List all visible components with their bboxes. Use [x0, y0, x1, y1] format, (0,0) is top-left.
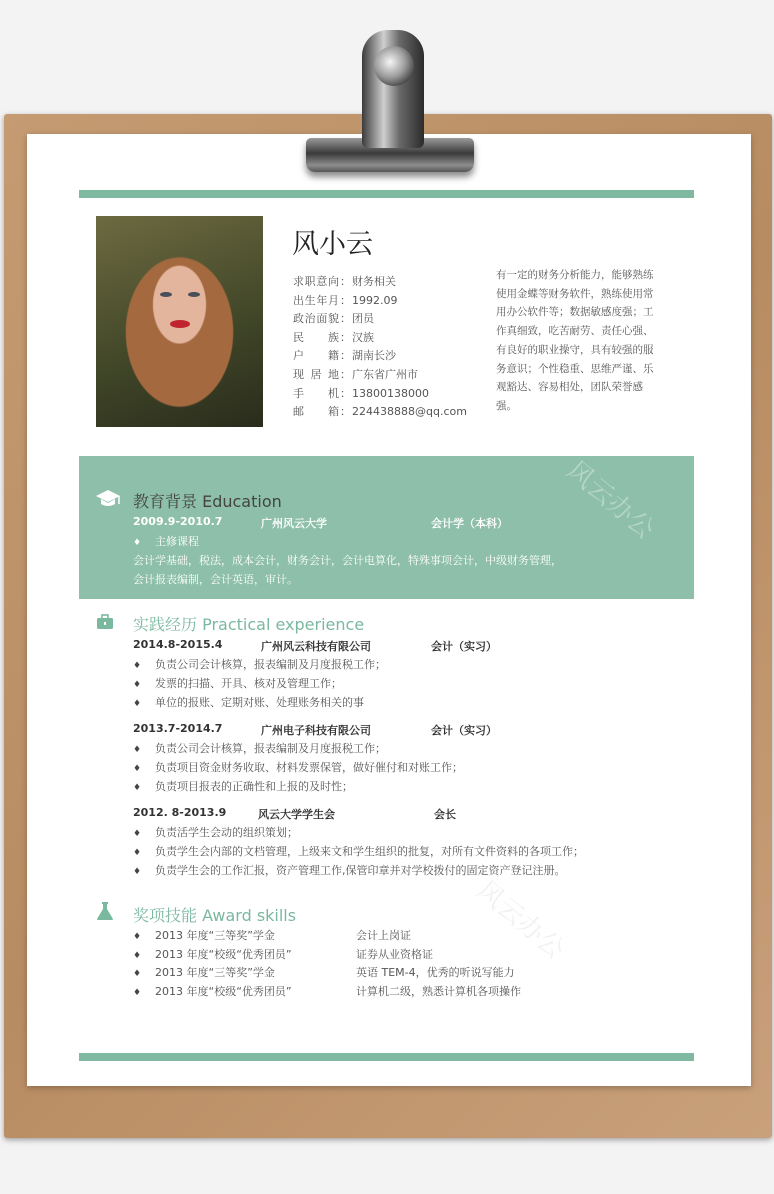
- education-head: [133, 515, 633, 533]
- award-row: ♦ 2013 年度“三等奖”学金 会计上岗证: [133, 929, 411, 942]
- job-duty: ♦ 发票的扫描、开具、核对及管理工作；: [133, 676, 342, 690]
- courses-line-1: 会计学基础，税法，成本会计，财务会计，会计电算化，特殊事项会计，中级财务管理，: [133, 553, 562, 567]
- footer-accent-bar: [79, 1053, 694, 1061]
- job-org: 风云大学学生会: [258, 808, 335, 821]
- binder-clip-hole: [374, 46, 414, 86]
- job-role: 会长: [434, 808, 456, 821]
- job-org: 广州风云科技有限公司: [261, 640, 371, 653]
- job-duty: ♦ 负责学生会的工作汇报，资产管理工作,保管印章并对学校拨付的固定资产登记注册。: [133, 863, 566, 877]
- job-role: 会计（实习）: [431, 640, 497, 653]
- job-duty: ♦ 负责公司会计核算，报表编制及月度报税工作；: [133, 742, 386, 755]
- job-duty: ♦ 单位的报账、定期对账、处理账务相关的事: [133, 695, 364, 709]
- education-period: 2009.9-2010.7: [133, 515, 223, 528]
- award-row: ♦ 2013 年度“校级“优秀团员” 计算机二级，熟悉计算机各项操作: [133, 984, 521, 998]
- info-row: 户籍：湖南长沙: [293, 349, 396, 363]
- job-period: 2014.8-2015.4: [133, 638, 223, 651]
- info-row: 求职意向：财务相关: [293, 275, 396, 288]
- photo-eye-left: [160, 292, 172, 297]
- watermark: 风云办公: [560, 455, 660, 546]
- info-row: 政治面貌：团员: [293, 312, 374, 326]
- awards-title: 奖项技能 Award skills: [133, 906, 297, 925]
- briefcase-icon: [96, 614, 114, 630]
- graduation-cap-icon: [95, 489, 121, 509]
- experience-title: 实践经历 Practical experience: [133, 615, 365, 634]
- job-entry: [133, 638, 653, 712]
- job-duty: ♦ 负责学生会内部的文档管理，上级来文和学生组织的批复，对所有文件资料的各项工作；: [133, 844, 584, 858]
- photo-eye-right: [188, 292, 200, 297]
- job-duty: ♦ 负责项目报表的正确性和上报的及时性；: [133, 779, 353, 793]
- job-head: [133, 638, 653, 656]
- self-summary: 有一定的财务分析能力，能够熟练使用金蝶等财务软件，熟练使用常用办公软件等；数据敏感度强；工作真细致，吃苦耐劳、责任心强、有良好的职业操守，具有较强的服务意识；个性稳重、思维严谨、乐观豁达、容易相处，团队荣誉感强。: [496, 269, 654, 412]
- job-duty: ♦ 负责项目资金财务收取、材料发票保管，做好催付和对账工作；: [133, 760, 463, 774]
- candidate-name: 风小云: [292, 229, 373, 260]
- courses-line-2: 会计报表编制，会计英语，审计。: [133, 572, 298, 586]
- awards-list: [133, 927, 583, 1001]
- info-row: 出生年月：1992.09: [293, 293, 398, 307]
- award-row: ♦ 2013 年度“三等奖”学金 英语 TEM-4，优秀的听说写能力: [133, 966, 515, 980]
- personal-info: [293, 273, 467, 422]
- job-head: [133, 722, 653, 740]
- job-period: 2012. 8-2013.9: [133, 806, 227, 819]
- info-row: 民族：汉族: [293, 330, 374, 344]
- job-duty: ♦ 负责活学生会动的组织策划；: [133, 826, 298, 839]
- job-role: 会计（实习）: [431, 724, 497, 737]
- photo-lips: [170, 320, 190, 328]
- courses-label-row: ♦ 主修课程: [133, 535, 199, 548]
- job-period: 2013.7-2014.7: [133, 722, 223, 735]
- education-title: 教育背景 Education: [133, 492, 282, 511]
- info-row: 邮箱：224438888@qq.com: [293, 405, 467, 419]
- job-entry: [133, 722, 653, 796]
- job-entry: [133, 806, 693, 880]
- award-row: ♦ 2013 年度“校级“优秀团员” 证券从业资格证: [133, 947, 433, 961]
- job-org: 广州电子科技有限公司: [261, 724, 371, 737]
- job-duty: ♦ 负责公司会计核算，报表编制及月度报税工作；: [133, 658, 386, 671]
- job-head: [133, 806, 693, 824]
- education-school: 广州风云大学: [261, 517, 327, 530]
- info-row: 手机：13800138000: [293, 386, 429, 400]
- flask-icon: [96, 901, 114, 921]
- profile-photo: [96, 216, 263, 427]
- education-entry: [133, 515, 633, 589]
- education-major: 会计学（本科）: [431, 517, 508, 530]
- header-accent-bar: [79, 190, 694, 198]
- info-row: 现居地：广东省广州市: [293, 367, 418, 381]
